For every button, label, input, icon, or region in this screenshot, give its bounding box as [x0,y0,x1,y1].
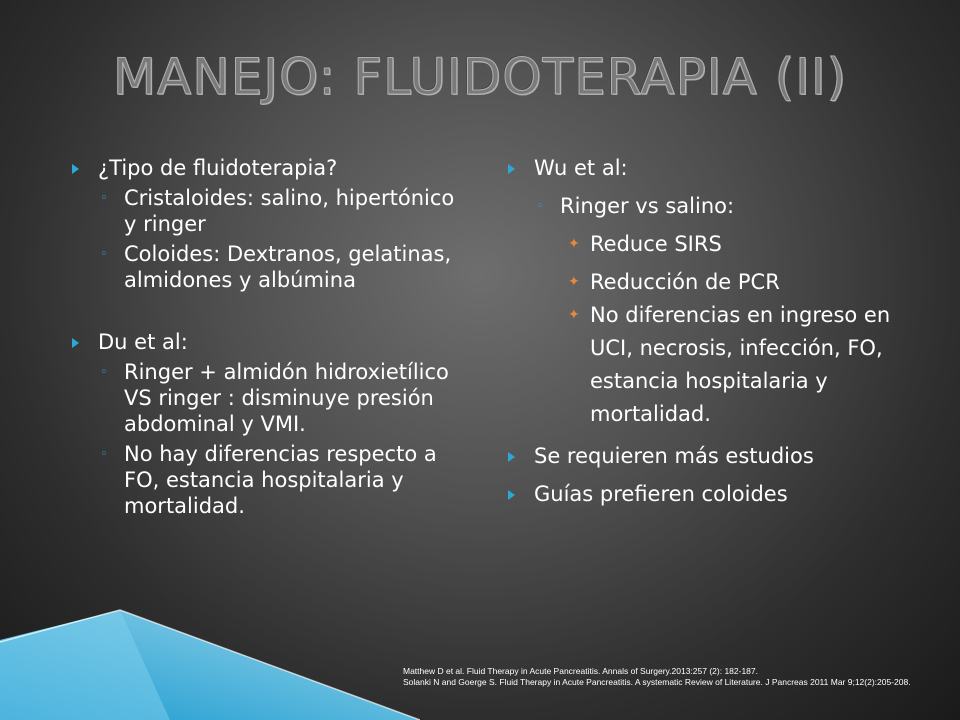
triangle-bullet-icon [508,164,515,174]
bullet-fluid-type [72,155,472,181]
bullet-text: Ringer vs salino: [560,194,735,218]
bullet-guias-coloides [508,481,908,507]
bullet-du-et-al [72,329,472,355]
bullet-text: ¿Tipo de fluidoterapia? [98,156,338,180]
bullet-text: Cristaloides: salino, hipertónico y ringer [124,186,455,236]
right-column [508,155,908,507]
circle-bullet-icon: ◦ [536,199,544,214]
reference-item: Solanki N and Goerge S. Fluid Therapy in Acute Pancreatitis. A systematic Review of Literature. J Pancreas 2011 Mar 9;12(2):205-208. [403,677,911,687]
bullet-text: Reducción de PCR [590,270,780,294]
bullet-mas-estudios [508,443,908,469]
left-column [72,155,472,519]
bullet-wu-et-al [508,155,908,181]
bullet-no-diferencias-uci [508,299,908,431]
circle-bullet-icon: ◦ [100,447,108,462]
diamond-bullet-icon: ✦ [568,236,580,252]
circle-bullet-icon: ◦ [100,191,108,206]
circle-bullet-icon: ◦ [100,247,108,262]
bullet-text: Guías prefieren coloides [534,482,788,506]
bullet-cristaloides [72,185,472,237]
triangle-bullet-icon [508,452,515,462]
bullet-text: No hay diferencias respecto a FO, estancia hospitalaria y mortalidad. [124,442,437,518]
diamond-bullet-icon: ✦ [568,274,580,290]
bullet-text: No diferencias en ingreso en UCI, necrosis, infección, FO, estancia hospitalaria y mortalidad. [590,303,891,426]
circle-bullet-icon: ◦ [100,365,108,380]
bullet-text: Ringer + almidón hidroxietílico VS ringer : disminuye presión abdominal y VMI. [124,360,449,436]
bullet-text: Du et al: [98,330,188,354]
bullet-text: Se requieren más estudios [534,444,814,468]
bullet-ringer-almidon [72,359,472,437]
bullet-reduce-sirs [508,231,908,257]
diamond-bullet-icon: ✦ [568,307,580,323]
references [403,666,943,688]
reference-item: Matthew D et al. Fluid Therapy in Acute Pancreatitis. Annals of Surgery.2013:257 (2): 182-187. [403,666,758,676]
bullet-text: Wu et al: [534,156,628,180]
slide-title: MANEJO: FLUIDOTERAPIA (II) [112,48,848,106]
bullet-no-diferencias [72,441,472,519]
bullet-coloides [72,241,472,293]
decorative-corner-shape [0,580,420,720]
bullet-text: Reduce SIRS [590,232,722,256]
bullet-ringer-vs-salino [508,193,908,219]
bullet-text: Coloides: Dextranos, gelatinas, almidones y albúmina [124,242,452,292]
triangle-bullet-icon [72,338,79,348]
triangle-bullet-icon [508,490,515,500]
triangle-bullet-icon [72,164,79,174]
bullet-reduccion-pcr [508,269,908,295]
